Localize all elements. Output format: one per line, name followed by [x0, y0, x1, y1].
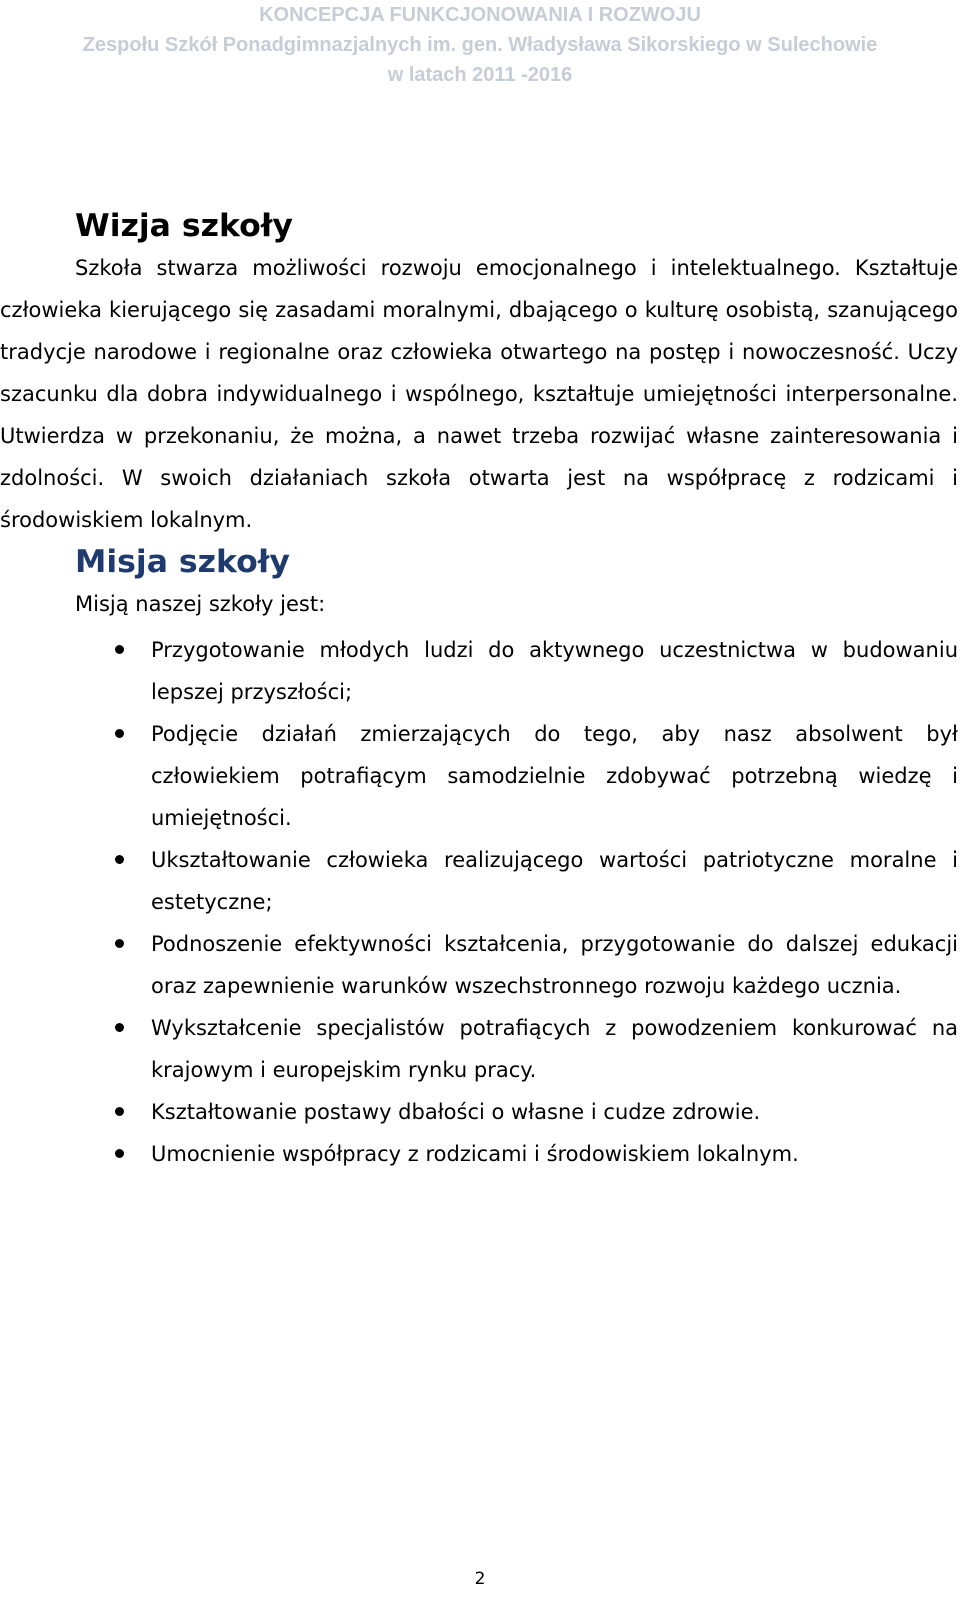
- document-body: [0, 205, 958, 1175]
- list-item-text: Ukształtowanie człowieka realizującego wartości patriotyczne moralne i estetyczne;: [151, 848, 958, 914]
- list-item-text: Umocnienie współpracy z rodzicami i środowiskiem lokalnym.: [151, 1142, 799, 1166]
- bullet-icon: [115, 1149, 124, 1158]
- list-item: [151, 629, 958, 713]
- list-item: [151, 1007, 958, 1091]
- list-item: [151, 1091, 958, 1133]
- mission-intro: Misją naszej szkoły jest:: [75, 592, 326, 616]
- list-item: [151, 1133, 958, 1175]
- list-item-text: Podjęcie działań zmierzających do tego, aby nasz absolwent był człowiekiem potrafiącym samodzielnie zdobywać potrzebną wiedzę i umiejętności.: [151, 722, 958, 830]
- list-item: [151, 839, 958, 923]
- document-header: [0, 0, 960, 90]
- bullet-icon: [115, 1107, 124, 1116]
- list-item: [151, 923, 958, 1007]
- page-number: 2: [474, 1569, 486, 1589]
- vision-heading: Wizja szkoły: [75, 208, 293, 244]
- header-school-name: Zespołu Szkół Ponadgimnazjalnych im. gen. Władysława Sikorskiego w Sulechowie: [82, 34, 878, 56]
- bullet-icon: [115, 1023, 124, 1032]
- list-item-text: Podnoszenie efektywności kształcenia, przygotowanie do dalszej edukacji oraz zapewnienie warunków wszechstronnego rozwoju każdego ucznia.: [151, 932, 958, 998]
- list-item-text: Przygotowanie młodych ludzi do aktywnego uczestnictwa w budowaniu lepszej przyszłości;: [151, 638, 958, 704]
- list-item: [151, 713, 958, 839]
- bullet-icon: [115, 645, 124, 654]
- mission-heading: Misja szkoły: [75, 544, 290, 580]
- header-title: KONCEPCJA FUNKCJONOWANIA I ROZWOJU: [259, 4, 701, 26]
- mission-list: [0, 629, 958, 1175]
- header-period: w latach 2011 -2016: [387, 64, 573, 86]
- list-item-text: Kształtowanie postawy dbałości o własne i cudze zdrowie.: [151, 1100, 761, 1124]
- vision-paragraph: Szkoła stwarza możliwości rozwoju emocjonalnego i intelektualnego. Kształtuje człowieka kierującego się zasadami moralnymi, dbającego o kulturę osobistą, szanującego tradycje narodowe i regionalne oraz człowieka otwartego na postęp i nowoczesność. Uczy szacunku dla dobra indywidualnego i wspólnego, kształtuje umiejętności interpersonalne. Utwierdza w przekonaniu, że można, a nawet trzeba rozwijać własne zainteresowania i zdolności. W swoich działaniach szkoła otwarta jest na współpracę z rodzicami i środowiskiem lokalnym.: [0, 256, 958, 532]
- bullet-icon: [115, 729, 124, 738]
- list-item-text: Wykształcenie specjalistów potrafiących z powodzeniem konkurować na krajowym i europejskim rynku pracy.: [151, 1016, 958, 1082]
- bullet-icon: [115, 855, 124, 864]
- bullet-icon: [115, 939, 124, 948]
